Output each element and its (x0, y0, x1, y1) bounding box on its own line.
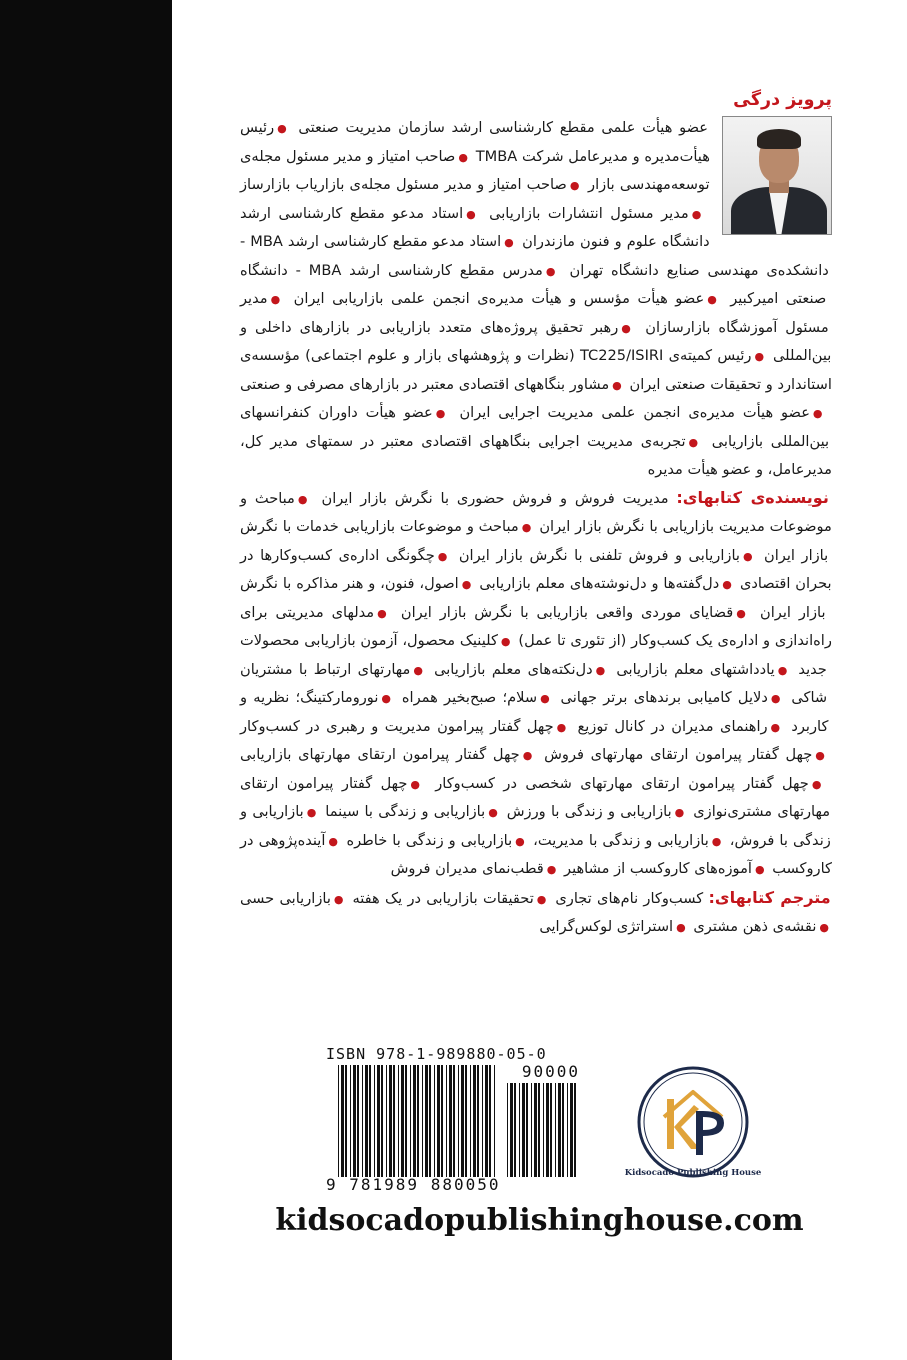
barcode-bar (338, 1065, 339, 1177)
barcode-bar (485, 1065, 488, 1177)
bio-segment: عضو هیأت داوران کنفرانسهای بین‌المللی بازاریابی (240, 404, 830, 450)
barcode-bar (345, 1065, 347, 1177)
book-title: بازاریابی و زندگی با فروش، (240, 803, 831, 849)
book-title: بازاریابی و زندگی با خاطره (346, 831, 513, 849)
bullet-icon: ● (306, 806, 317, 819)
bullet-icon: ● (754, 863, 765, 876)
barcode-digits: 9 781989 880050 (326, 1175, 501, 1194)
barcode-bar (534, 1083, 537, 1177)
bullet-icon: ● (707, 293, 720, 306)
barcode-bar (465, 1065, 467, 1177)
bio-segment: مشاور بنگاههای اقتصادی معتبر در بازارهای مصرفی و صنعتی (240, 375, 610, 393)
bullet-icon: ● (466, 207, 479, 221)
barcode-bar (558, 1083, 561, 1177)
barcode-bar (470, 1065, 471, 1177)
bullet-icon: ● (413, 663, 425, 677)
bullet-icon: ● (674, 806, 685, 819)
bullet-icon: ● (777, 663, 790, 677)
publisher-website: kidsocadopublishinghouse.com (275, 1203, 804, 1238)
barcode-bar (461, 1065, 464, 1177)
book-title: چهل گفتار پیرامون مدیریت و رهبری در کسب‌وکار (240, 717, 554, 735)
barcode-bar (555, 1083, 556, 1177)
bullet-icon: ● (736, 606, 750, 620)
barcode-bar (550, 1083, 552, 1177)
bullet-icon: ● (540, 692, 552, 705)
barcode-bar (526, 1083, 528, 1177)
translated-book-title: بازاریابی حسی (240, 889, 331, 907)
price-code: 90000 (521, 1062, 580, 1081)
barcode-bar (494, 1065, 495, 1177)
bullet-icon: ● (569, 179, 580, 192)
book-title: اصول، فنون، و هنر مذاکره با نگرش بازار ایران (240, 575, 826, 621)
bullet-icon: ● (297, 492, 311, 506)
barcode-bar (570, 1083, 573, 1177)
bullet-icon: ● (742, 549, 755, 563)
barcode-bar (507, 1083, 508, 1177)
books-written-heading: نویسنده‌ی کتابهای: (676, 487, 829, 507)
bullet-icon: ● (770, 692, 783, 705)
book-title: بازاریابی و فروش تلفنی با نگرش بازار ایران (458, 546, 740, 564)
barcode-bar (458, 1065, 459, 1177)
bullet-icon: ● (688, 435, 702, 449)
barcode-bar (374, 1065, 375, 1177)
bullet-icon: ● (612, 378, 622, 392)
bullet-icon: ● (521, 521, 532, 534)
book-title: راهنمای مدیران در کانال توزیع (577, 717, 768, 735)
translated-book-title: کسب‌وکار نام‌های تجاری (555, 889, 704, 907)
book-title: دل‌نکته‌های معلم بازاریابی (434, 660, 593, 678)
barcode-bar (425, 1065, 428, 1177)
barcode-bar (393, 1065, 395, 1177)
book-title: آینده‌پژوهی در کاروکسب (240, 831, 832, 877)
barcode-bar (514, 1083, 516, 1177)
bullet-icon: ● (270, 293, 284, 306)
book-title: چهل گفتار پیرامون ارتقای مهارتهای فروش (544, 746, 813, 763)
bullet-icon: ● (381, 692, 393, 705)
author-photo (722, 116, 832, 235)
books-translated-list (240, 884, 832, 942)
bio-segment: رئیس هیأت‌مدیره و مدیرعامل شرکت TMBA (240, 119, 710, 165)
barcode-bar (477, 1065, 479, 1177)
bio-segment: رئیس کمیته‌ی TC225/ISIRI (نظرات و پژوهشهای بازار و علوم اجتماعی) مؤسسه‌ی استاندارد و تحقیقات صنعتی ایران (240, 347, 832, 393)
bullet-icon: ● (458, 150, 469, 164)
bio-segment: صاحب امتیاز و مدیر مسئول مجله‌ی توسعه‌مهندسی بازار (240, 147, 710, 193)
bullet-icon: ● (536, 892, 548, 906)
barcode-bar (522, 1083, 525, 1177)
bullet-icon: ● (435, 407, 449, 420)
bullet-icon: ● (754, 350, 765, 363)
book-title: مباحث و موضوعات بازاریابی خدمات با نگرش بازار ایران (240, 518, 829, 564)
bio-segment: استاد مدعو مقطع کارشناسی ارشد MBA - دانشکده‌ی مهندسی صنایع دانشگاه تهران (240, 233, 829, 279)
bullet-icon: ● (811, 777, 826, 791)
barcode-bar (437, 1065, 440, 1177)
barcode-bar (422, 1065, 423, 1177)
bio-segment: مدیر مسئول انتشارات بازاریابی (489, 204, 689, 222)
book-title: قطب‌نمای مدیران فروش (390, 860, 544, 877)
author-name: پرویز درگی (733, 90, 832, 110)
translated-book-title: نقشه‌ی ذهن مشتری (693, 918, 817, 935)
books-translated-heading: مترجم کتابهای: (708, 887, 831, 907)
bullet-icon: ● (812, 407, 826, 420)
bio-segment: مدرس مقطع کارشناسی ارشد MBA - دانشگاه صنعتی امیرکبیر (240, 261, 827, 307)
book-title: مدلهای مدیریتی برای راه‌اندازی و اداره‌ی یک کسب‌وکار (از تئوری تا عمل) (240, 603, 832, 649)
barcode-bar (574, 1083, 576, 1177)
barcode-bar (531, 1083, 532, 1177)
barcode-bar (369, 1065, 371, 1177)
barcode-bar (429, 1065, 431, 1177)
bio-segment: عضو هیأت علمی مقطع کارشناسی ارشد سازمان مدیریت صنعتی (298, 119, 708, 136)
barcode-bar (389, 1065, 392, 1177)
book-title: یادداشتهای معلم بازاریابی (616, 660, 775, 678)
barcode-bar (510, 1083, 513, 1177)
barcode-bar (350, 1065, 351, 1177)
price-barcode-bars (507, 1083, 577, 1177)
back-cover-text (240, 88, 832, 942)
bullet-icon: ● (711, 834, 722, 848)
book-title: چهل گفتار پیرامون ارتقای مهارتهای شخصی در کسب‌وکار (435, 774, 809, 792)
barcode-bar (362, 1065, 363, 1177)
bullet-icon: ● (515, 834, 526, 848)
book-title: کلینیک محصول، آزمون بازاریابی محصولات جدید (240, 632, 827, 678)
barcode-bar (401, 1065, 404, 1177)
bio-segment: استاد مدعو مقطع کارشناسی ارشد دانشگاه علوم و فنون مازندران (240, 204, 710, 250)
bullet-icon: ● (328, 834, 339, 848)
book-title: سلام؛ صبح‌بخیر همراه (401, 689, 538, 706)
book-title: دلایل کامیابی برندهای برتر جهانی (560, 689, 768, 706)
book-title: چهل گفتار پیرامون ارتقای مهارتهای بازاریابی (240, 746, 520, 763)
publisher-name: Kidsocado Publishing House (624, 1168, 762, 1178)
barcode-bar (546, 1083, 549, 1177)
translated-book-title: تحقیقات بازاریابی در یک هفته (352, 889, 534, 907)
bullet-icon: ● (461, 578, 472, 591)
books-written-list (240, 484, 832, 884)
barcode-bar (377, 1065, 380, 1177)
barcode-bar (413, 1065, 416, 1177)
bullet-icon: ● (437, 549, 450, 563)
book-title: مهارتهای ارتباط با مشتریان شاکی (240, 660, 828, 706)
barcode-bar (398, 1065, 399, 1177)
book-title: بازاریابی و زندگی با ورزش (506, 803, 672, 820)
barcode-bar (449, 1065, 452, 1177)
barcode-bar (441, 1065, 443, 1177)
book-title: مباحث و موضوعات مدیریت بازاریابی با نگرش بازار ایران (240, 489, 832, 535)
barcode-bar (381, 1065, 383, 1177)
bio-segment: عضو هیأت مدیره‌ی انجمن علمی مدیریت اجرایی ایران (459, 404, 810, 421)
bio-segment: مدیر مسئول آموزشگاه بازارسازان (240, 290, 829, 336)
bio-segment: رهبر تحقیق پروژه‌های متعدد بازاریابی در بازارهای داخلی و بین‌المللی (240, 318, 832, 364)
barcode-bar (417, 1065, 419, 1177)
barcode-bar (543, 1083, 544, 1177)
barcode-bar (473, 1065, 476, 1177)
barcode-bar (386, 1065, 387, 1177)
bullet-icon: ● (500, 635, 511, 648)
bullet-icon: ● (545, 264, 559, 278)
bullet-icon: ● (556, 720, 569, 734)
book-title: بازاریابی و زندگی با سینما (325, 803, 486, 820)
bio-segment: عضو هیأت مؤسس و هیأت مدیره‌ی انجمن علمی بازاریابی ایران (293, 290, 705, 307)
bio-segment: تجربه‌ی مدیریت اجرایی بنگاههای اقتصادی معتبر در سمتهای مدیر کل، مدیرعامل، و عضو هیأت مدیره (240, 432, 832, 478)
barcode-bar (405, 1065, 407, 1177)
book-title: بازاریابی و زندگی با مدیریت، (533, 831, 709, 849)
barcode-bar (365, 1065, 368, 1177)
book-spine (0, 0, 172, 1360)
bullet-icon: ● (621, 321, 635, 335)
bullet-icon: ● (595, 663, 607, 677)
book-title: مدیریت فروش و فروش حضوری با نگرش بازار ایران (321, 489, 669, 507)
barcode-bar (341, 1065, 344, 1177)
barcode-bar (410, 1065, 411, 1177)
book-title: آموزه‌های کاروکسب از مشاهیر (564, 860, 752, 877)
book-title: نورومارکتینگ؛ نظریه و کاربرد (240, 689, 829, 735)
barcode-bar (538, 1083, 540, 1177)
bullet-icon: ● (377, 606, 390, 620)
publisher-logo (636, 1065, 750, 1179)
bullet-icon: ● (522, 749, 535, 762)
bullet-icon: ● (277, 122, 289, 135)
barcode-bar (567, 1083, 568, 1177)
book-title: دل‌گفته‌ها و دل‌نوشته‌های معلم بازاریابی (479, 575, 720, 592)
isbn-barcode (322, 1045, 584, 1195)
bullet-icon: ● (333, 892, 345, 906)
book-title: چگونگی اداره‌ی کسب‌وکارها در بحران اقتصادی (240, 546, 832, 592)
bullet-icon: ● (410, 777, 424, 791)
barcode-bar (453, 1065, 455, 1177)
bullet-icon: ● (504, 236, 515, 249)
bullet-icon: ● (770, 720, 782, 734)
barcode-bar (562, 1083, 564, 1177)
translated-book-title: استراتژی لوکس‌گرایی (539, 918, 674, 935)
barcode-bar (482, 1065, 483, 1177)
bio-segment: صاحب امتیاز و مدیر مسئول مجله‌ی بازاریاب بازارساز (240, 176, 567, 193)
barcode-bar (489, 1065, 491, 1177)
isbn-label: ISBN 978-1-989880-05-0 (326, 1045, 547, 1063)
bullet-icon: ● (488, 806, 499, 819)
book-title: قضایای موردی واقعی بازاریابی با نگرش بازار ایران (400, 603, 734, 621)
bullet-icon: ● (722, 578, 733, 591)
bullet-icon: ● (815, 749, 827, 762)
barcode-bar (519, 1083, 520, 1177)
book-title: چهل گفتار پیرامون ارتقای مهارتهای مشتری‌نوازی (240, 774, 831, 820)
bullet-icon: ● (546, 863, 557, 876)
barcode-bar (446, 1065, 447, 1177)
barcode-bar (357, 1065, 359, 1177)
barcode-bar (434, 1065, 435, 1177)
barcode-bar (353, 1065, 356, 1177)
bullet-icon: ● (819, 921, 829, 934)
bullet-icon: ● (676, 921, 686, 934)
bullet-icon: ● (691, 207, 705, 221)
